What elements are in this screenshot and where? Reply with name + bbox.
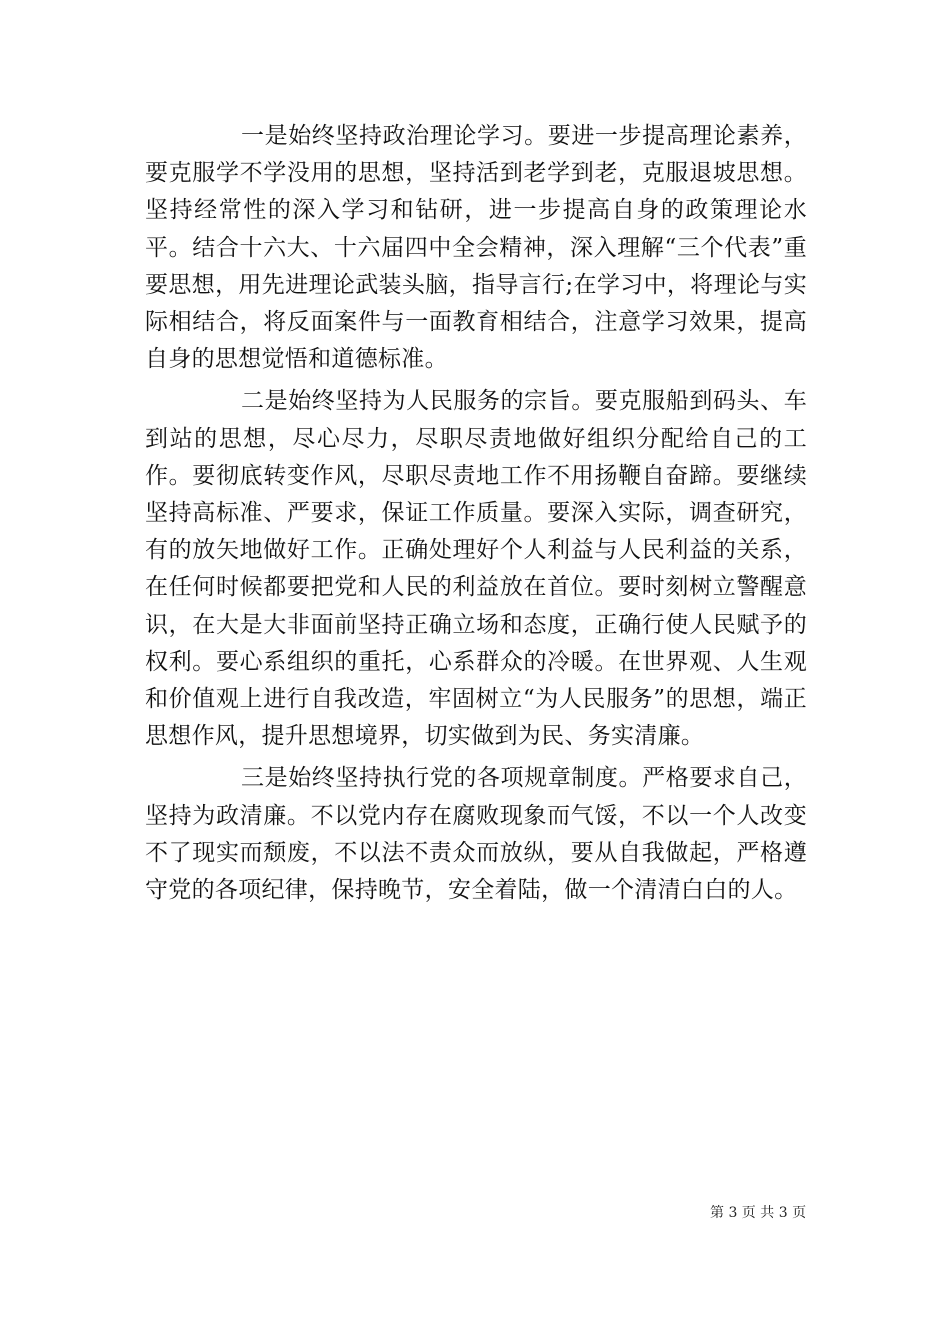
paragraph-serve-people: 二是始终坚持为人民服务的宗旨。要克服船到码头、车到站的思想，尽心尽力，尽职尽责地做好组织分配给自己的工作。要彻底转变作风，尽职尽责地工作不用扬鞭自奋蹄。要继续坚持高标准、严要求，保证工作质量。要深入实际，调查研究，有的放矢地做好工作。正确处理好个人利益与人民利益的关系，在任何时候都要把党和人民的利益放在首位。要时刻树立警醒意识，在大是大非面前坚持正确立场和态度，正确行使人民赋予的权利。要心系组织的重托，心系群众的冷暖。在世界观、人生观和价值观上进行自我改造，牢固树立“为人民服务”的思想，端正思想作风，提升思想境界，切实做到为民、务实清廉。 [145,388,807,750]
page-number-footer: 第 3 页 共 3 页 [710,1205,807,1221]
paragraph-party-rules: 三是始终坚持执行党的各项规章制度。严格要求自己，坚持为政清廉。不以党内存在腐败现象而气馁，不以一个人改变不了现实而颓废，不以法不责众而放纵，要从自我做起，严格遵守党的各项纪律，保持晚节，安全着陆，做一个清清白白的人。 [145,765,807,904]
document-body [145,118,807,909]
paragraph-political-theory: 一是始终坚持政治理论学习。要进一步提高理论素养，要克服学不学没用的思想，坚持活到老学到老，克服退坡思想。坚持经常性的深入学习和钻研，进一步提高自身的政策理论水平。结合十六大、十六届四中全会精神，深入理解“三个代表”重要思想，用先进理论武装头脑，指导言行;在学习中，将理论与实际相结合，将反面案件与一面教育相结合，注意学习效果，提高自身的思想觉悟和道德标准。 [145,123,807,373]
